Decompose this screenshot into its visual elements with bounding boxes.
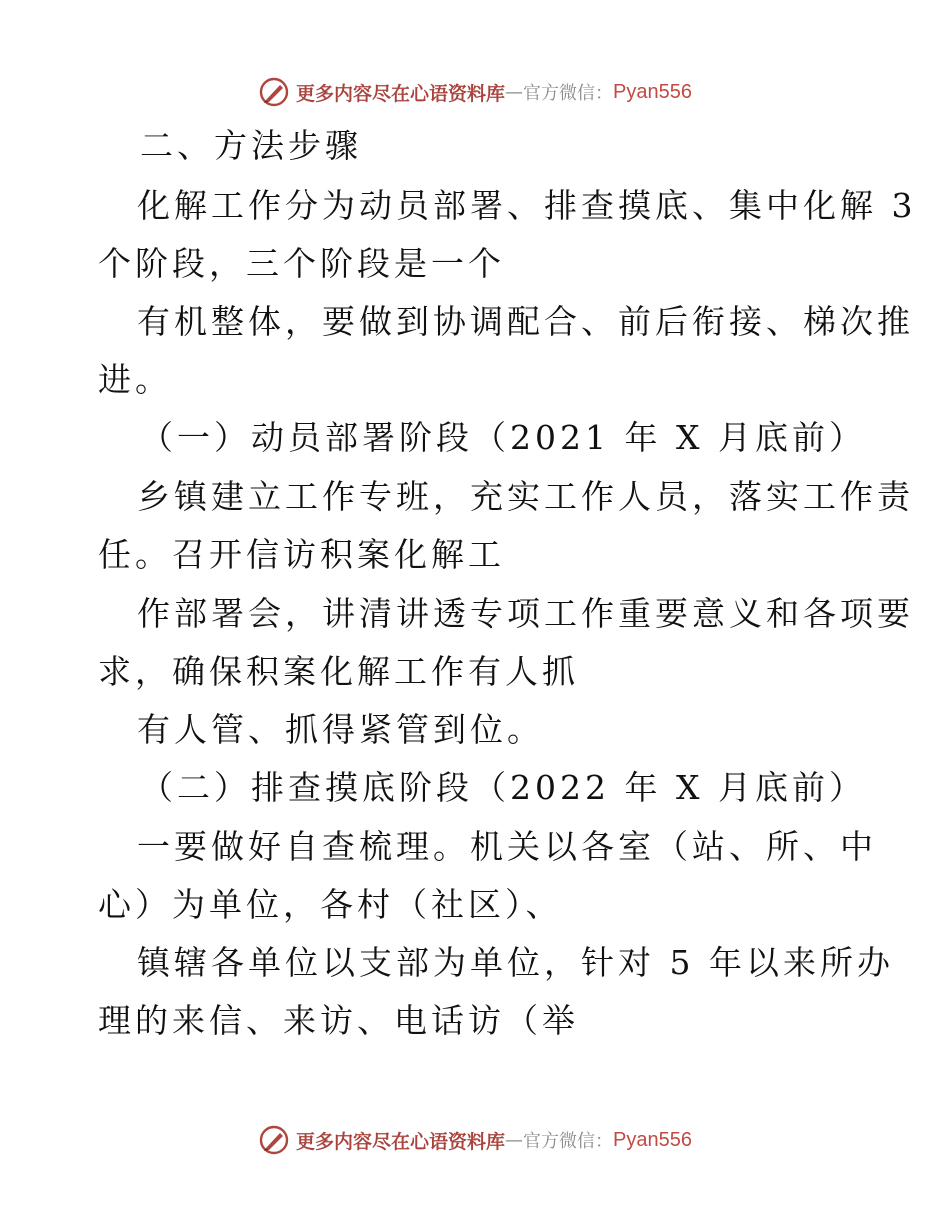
paragraph-line: 一要做好自查梳理。机关以各室（站、所、中 <box>137 827 877 866</box>
watermark-separator: — <box>505 1129 524 1151</box>
paragraph-line: 求，确保积案化解工作有人抓 <box>98 652 579 691</box>
watermark-separator: — <box>505 81 524 103</box>
paragraph-line: 镇辖各单位以支部为单位，针对 5 年以来所办 <box>137 943 894 982</box>
paragraph-line: 作部署会，讲清讲透专项工作重要意义和各项要 <box>137 594 914 633</box>
watermark-wechat-id: Pyan556 <box>613 1128 692 1151</box>
paragraph-line: 个阶段，三个阶段是一个 <box>98 244 505 283</box>
paragraph-line: 理的来信、来访、电话访（举 <box>98 1001 579 1040</box>
paragraph-line: 有机整体，要做到协调配合、前后衔接、梯次推 <box>137 302 914 341</box>
watermark-wechat-id: Pyan556 <box>613 80 692 103</box>
watermark-wechat-label: 官方微信： <box>523 83 614 104</box>
paragraph-line: 化解工作分为动员部署、排查摸底、集中化解 3 <box>137 186 917 225</box>
watermark-main-text: 更多内容尽在心语资料库 <box>296 82 506 105</box>
paragraph-line: 心）为单位，各村（社区）、 <box>98 885 563 924</box>
subsection-heading: （一）动员部署阶段（2021 年 X 月底前） <box>140 418 866 457</box>
paragraph-line: 任。召开信访积案化解工 <box>98 535 505 574</box>
paragraph-line: 进。 <box>98 360 172 399</box>
watermark-main-text: 更多内容尽在心语资料库 <box>296 1130 506 1153</box>
watermark-wechat-label: 官方微信： <box>523 1131 614 1152</box>
pen-logo-icon <box>258 1124 290 1156</box>
subsection-heading: （二）排查摸底阶段（2022 年 X 月底前） <box>140 768 866 807</box>
pen-logo-icon <box>258 76 290 108</box>
paragraph-line: 有人管、抓得紧管到位。 <box>137 710 544 749</box>
watermark-footer <box>0 1120 950 1160</box>
paragraph-line: 乡镇建立工作专班，充实工作人员，落实工作责 <box>137 477 914 516</box>
section-heading: 二、方法步骤 <box>140 126 362 165</box>
watermark-header <box>0 72 950 112</box>
